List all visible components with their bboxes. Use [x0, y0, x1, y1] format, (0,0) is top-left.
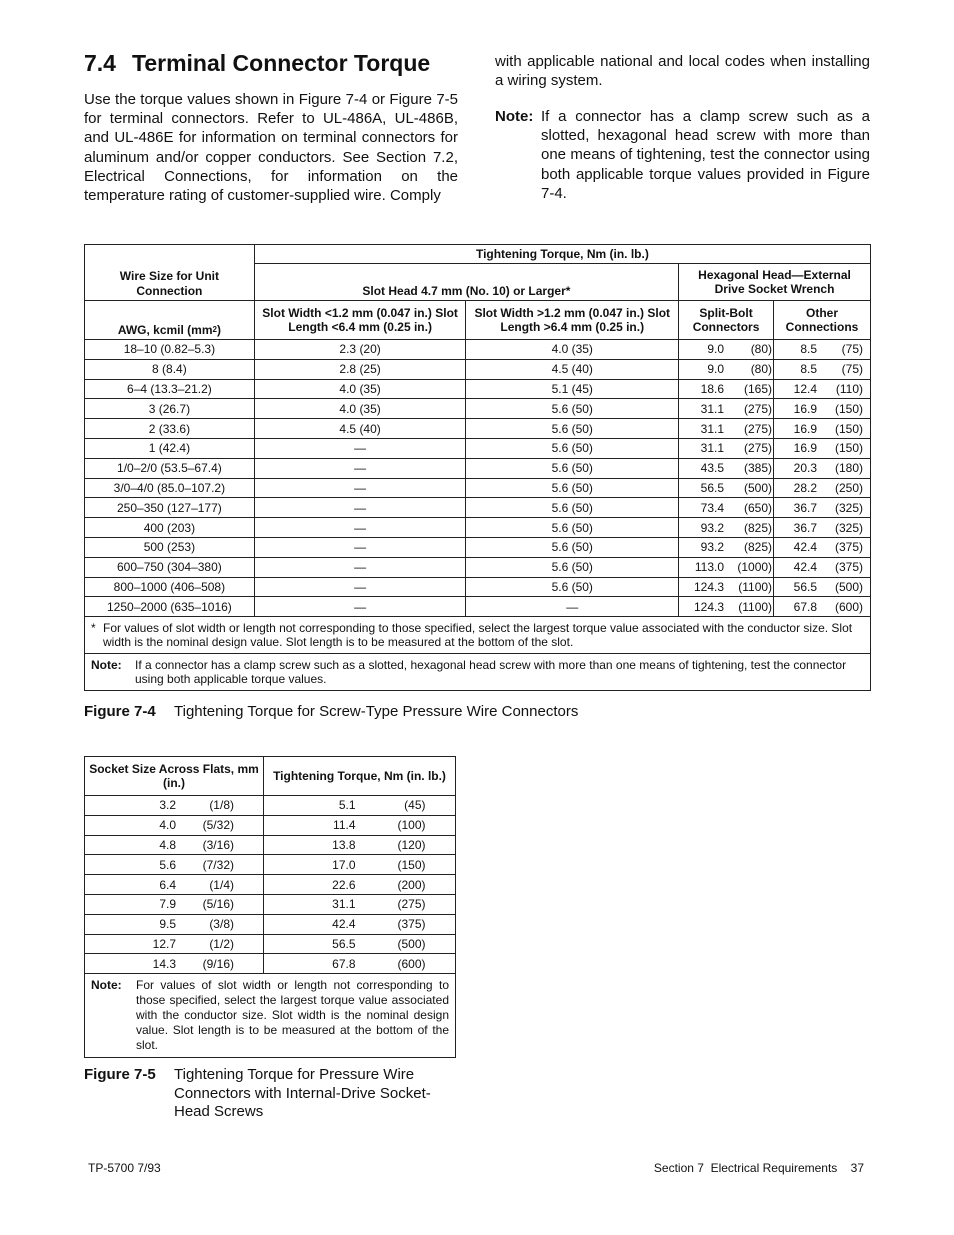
cell-slot-large: 5.6 (50) — [466, 518, 679, 538]
value-imperial: (7/32) — [202, 857, 234, 872]
cell-slot-large: 5.1 (45) — [466, 379, 679, 399]
value-in-lb: (80) — [750, 342, 773, 357]
table-row — [85, 855, 456, 875]
cell-slot-large: 5.6 (50) — [466, 498, 679, 518]
cell-wire-size: 400 (203) — [85, 518, 255, 538]
cell-slot-small: — — [254, 458, 466, 478]
header-tightening-torque: Tightening Torque, Nm (in. lb.) — [254, 245, 870, 264]
cell-slot-large: 5.6 (50) — [466, 478, 679, 498]
value-metric: 14.3 — [152, 956, 176, 971]
cell-slot-small: — — [254, 577, 466, 597]
note-label: Note: — [495, 108, 534, 125]
intro-paragraph: Use the torque values shown in Figure 7-4 or Figure 7-5 for terminal connectors. Refer to UL-486A, UL-486B, and UL-486E for information on terminal connectors for aluminum and/or copper conductors. See Section 7.2, Electrical Connections, for information on the temperature rating of customer-supplied wire. Comply — [84, 91, 458, 205]
value-metric: 42.4 — [332, 917, 356, 932]
cell-wire-size: 1250–2000 (635–1016) — [85, 597, 255, 617]
section-heading: Terminal Connector Torque — [132, 50, 431, 76]
cell-slot-large: — — [466, 597, 679, 617]
cell-split-bolt — [679, 438, 774, 458]
cell-split-bolt — [679, 458, 774, 478]
cell-slot-small: — — [254, 537, 466, 557]
cell-split-bolt — [679, 478, 774, 498]
value-metric: 31.1 — [332, 897, 356, 912]
header-hex-head: Hexagonal Head—External Drive Socket Wrench — [679, 264, 871, 301]
value-in-lb: (650) — [744, 500, 773, 515]
value-in-lb: (180) — [834, 461, 863, 476]
cell-wire-size: 3/0–4/0 (85.0–107.2) — [85, 478, 255, 498]
table-row — [85, 478, 871, 498]
cell-other — [774, 359, 871, 379]
value-nm: 43.5 — [700, 461, 725, 476]
header-other-connections: Other Connections — [774, 301, 871, 340]
table1-note-text: If a connector has a clamp screw such as a slotted, hexagonal head screw with more than one means of tightening, test the connector using both applicable torque values. — [135, 658, 847, 687]
value-in-lb: (500) — [744, 480, 773, 495]
cell-slot-small: — — [254, 518, 466, 538]
cell-other — [774, 340, 871, 360]
value-imperial: (45) — [404, 798, 426, 813]
value-nm: 8.5 — [800, 362, 817, 377]
cell-torque — [264, 815, 456, 835]
value-imperial: (5/32) — [202, 818, 234, 833]
table-row — [85, 796, 456, 816]
value-imperial: (5/16) — [202, 897, 234, 912]
cell-torque — [264, 934, 456, 954]
value-metric: 4.0 — [159, 818, 176, 833]
value-metric: 22.6 — [332, 877, 356, 892]
value-metric: 5.6 — [159, 857, 176, 872]
cell-torque — [264, 894, 456, 914]
value-in-lb: (1100) — [738, 579, 773, 594]
footnote-text: For values of slot width or length not corresponding to those specified, select the largest torque value associated with the conductor size. Slot width is the nominal design value. Slot length is to be measured at the bottom of the slot. — [103, 621, 853, 650]
figure-7-5-caption — [84, 1066, 444, 1122]
table-row — [85, 914, 456, 934]
header-wire-size: Wire Size for Unit Connection — [85, 245, 255, 301]
value-nm: 16.9 — [793, 421, 817, 436]
value-in-lb: (600) — [834, 599, 863, 614]
cell-wire-size: 6–4 (13.3–21.2) — [85, 379, 255, 399]
cell-other — [774, 399, 871, 419]
cell-slot-small: 2.3 (20) — [254, 340, 466, 360]
cell-other — [774, 557, 871, 577]
cell-slot-small: — — [254, 557, 466, 577]
header-slot-small: Slot Width <1.2 mm (0.047 in.) Slot Length <6.4 mm (0.25 in.) — [254, 301, 466, 340]
value-metric: 4.8 — [159, 837, 176, 852]
value-in-lb: (150) — [834, 401, 863, 416]
value-in-lb: (250) — [834, 480, 863, 495]
cell-split-bolt — [679, 537, 774, 557]
value-in-lb: (75) — [841, 342, 863, 357]
value-in-lb: (275) — [744, 441, 773, 456]
cell-other — [774, 597, 871, 617]
cell-split-bolt — [679, 359, 774, 379]
table-row — [85, 458, 871, 478]
value-imperial: (100) — [397, 818, 426, 833]
cell-socket-size — [85, 796, 264, 816]
torque-table-screw-type — [84, 244, 871, 691]
cell-split-bolt — [679, 518, 774, 538]
table-row — [85, 835, 456, 855]
value-in-lb: (150) — [834, 421, 863, 436]
figure-label: Figure 7-5 — [84, 1066, 156, 1083]
note-block — [495, 107, 870, 203]
cell-slot-large: 5.6 (50) — [466, 419, 679, 439]
table-row — [85, 518, 871, 538]
header-socket-size: Socket Size Across Flats, mm (in.) — [85, 757, 264, 796]
footer-doc-id: TP-5700 7/93 — [88, 1161, 161, 1175]
value-in-lb: (165) — [744, 381, 773, 396]
value-nm: 16.9 — [793, 441, 817, 456]
cell-socket-size — [85, 894, 264, 914]
value-nm: 124.3 — [694, 579, 725, 594]
cell-split-bolt — [679, 379, 774, 399]
table-row — [85, 875, 456, 895]
cell-slot-small: 4.0 (35) — [254, 399, 466, 419]
table-row — [85, 577, 871, 597]
cell-other — [774, 419, 871, 439]
table-row — [85, 438, 871, 458]
table-row — [85, 340, 871, 360]
value-nm: 36.7 — [793, 500, 817, 515]
value-in-lb: (375) — [834, 560, 863, 575]
cell-slot-large: 5.6 (50) — [466, 438, 679, 458]
value-metric: 13.8 — [332, 837, 356, 852]
table-row — [85, 934, 456, 954]
cell-slot-large: 4.5 (40) — [466, 359, 679, 379]
cell-socket-size — [85, 815, 264, 835]
footer-section-page: Section 7 Electrical Requirements 37 — [653, 1161, 864, 1175]
table-row — [85, 597, 871, 617]
cell-torque — [264, 855, 456, 875]
value-metric: 56.5 — [332, 936, 356, 951]
value-metric: 67.8 — [332, 956, 356, 971]
cell-socket-size — [85, 934, 264, 954]
cell-slot-small: 4.5 (40) — [254, 419, 466, 439]
value-metric: 11.4 — [333, 818, 356, 833]
cell-split-bolt — [679, 577, 774, 597]
value-in-lb: (325) — [834, 520, 863, 535]
table-row — [85, 954, 456, 974]
cell-slot-small: — — [254, 498, 466, 518]
value-nm: 93.2 — [700, 520, 725, 535]
value-metric: 5.1 — [338, 798, 356, 813]
table1-note-label: Note: — [91, 658, 122, 673]
cell-slot-small: 4.0 (35) — [254, 379, 466, 399]
value-imperial: (1/2) — [209, 936, 234, 951]
cell-wire-size: 500 (253) — [85, 537, 255, 557]
value-nm: 8.5 — [800, 342, 817, 357]
cell-wire-size: 1 (42.4) — [85, 438, 255, 458]
table-row — [85, 894, 456, 914]
value-in-lb: (1000) — [737, 560, 773, 575]
cell-slot-small: — — [254, 438, 466, 458]
cell-split-bolt — [679, 597, 774, 617]
value-in-lb: (825) — [744, 520, 773, 535]
cell-wire-size: 3 (26.7) — [85, 399, 255, 419]
cell-split-bolt — [679, 399, 774, 419]
value-metric: 9.5 — [159, 917, 176, 932]
value-imperial: (9/16) — [202, 956, 234, 971]
header-awg: AWG, kcmil $(mm^2)$ — [85, 301, 255, 340]
cell-wire-size: 18–10 (0.82–5.3) — [85, 340, 255, 360]
cell-socket-size — [85, 875, 264, 895]
cell-socket-size — [85, 855, 264, 875]
figure-label: Figure 7-4 — [84, 703, 156, 720]
cell-wire-size: 250–350 (127–177) — [85, 498, 255, 518]
footnote-mark: * — [91, 621, 96, 636]
cell-wire-size: 2 (33.6) — [85, 419, 255, 439]
table-row — [85, 399, 871, 419]
value-nm: 93.2 — [700, 540, 725, 555]
value-imperial: (275) — [397, 897, 426, 912]
value-imperial: (3/16) — [202, 837, 234, 852]
value-nm: 73.4 — [700, 500, 725, 515]
value-imperial: (200) — [397, 877, 426, 892]
continuation-paragraph: with applicable national and local codes when installing a wiring system. — [495, 53, 870, 90]
table-row — [85, 537, 871, 557]
header-tightening-torque-2: Tightening Torque, Nm (in. lb.) — [264, 757, 456, 796]
value-in-lb: (385) — [744, 461, 773, 476]
header-slot-head: Slot Head 4.7 mm (No. 10) or Larger* — [254, 264, 678, 301]
value-imperial: (120) — [397, 837, 426, 852]
value-in-lb: (275) — [744, 421, 773, 436]
cell-socket-size — [85, 954, 264, 974]
value-in-lb: (1100) — [738, 599, 773, 614]
cell-slot-small: 2.8 (25) — [254, 359, 466, 379]
value-metric: 7.9 — [159, 897, 176, 912]
cell-slot-large: 5.6 (50) — [466, 537, 679, 557]
table-row — [85, 419, 871, 439]
value-nm: 113.0 — [694, 560, 725, 575]
section-number: 7.4 — [84, 50, 116, 76]
torque-table-socket-head — [84, 756, 456, 1058]
cell-split-bolt — [679, 419, 774, 439]
value-imperial: (375) — [397, 917, 426, 932]
table1-footnote — [85, 617, 871, 654]
cell-slot-large: 5.6 (50) — [466, 399, 679, 419]
value-metric: 17.0 — [332, 857, 356, 872]
cell-wire-size: 600–750 (304–380) — [85, 557, 255, 577]
value-nm: 42.4 — [793, 560, 817, 575]
cell-other — [774, 537, 871, 557]
value-in-lb: (150) — [834, 441, 863, 456]
value-nm: 12.4 — [793, 381, 817, 396]
value-imperial: (1/8) — [209, 798, 234, 813]
cell-slot-large: 5.6 (50) — [466, 577, 679, 597]
header-slot-large: Slot Width >1.2 mm (0.047 in.) Slot Length >6.4 mm (0.25 in.) — [466, 301, 679, 340]
section-title — [84, 50, 430, 77]
table2-note-label: Note: — [91, 978, 122, 993]
value-nm: 31.1 — [700, 401, 725, 416]
value-nm: 56.5 — [700, 480, 725, 495]
cell-slot-small: — — [254, 597, 466, 617]
value-nm: 31.1 — [700, 441, 725, 456]
table-row — [85, 557, 871, 577]
cell-wire-size: 1/0–2/0 (53.5–67.4) — [85, 458, 255, 478]
cell-torque — [264, 796, 456, 816]
value-imperial: (600) — [397, 956, 426, 971]
cell-slot-large: 4.0 (35) — [466, 340, 679, 360]
value-metric: 12.7 — [152, 936, 176, 951]
table-row — [85, 498, 871, 518]
cell-torque — [264, 954, 456, 974]
cell-wire-size: 8 (8.4) — [85, 359, 255, 379]
table1-note — [85, 654, 871, 691]
cell-socket-size — [85, 914, 264, 934]
cell-other — [774, 577, 871, 597]
header-split-bolt: Split-Bolt Connectors — [679, 301, 774, 340]
table2-note — [85, 974, 456, 1058]
value-nm: 31.1 — [700, 421, 725, 436]
cell-torque — [264, 875, 456, 895]
figure-caption-text: Tightening Torque for Pressure Wire Connectors with Internal-Drive Socket-Head Screws — [174, 1066, 431, 1121]
cell-split-bolt — [679, 557, 774, 577]
value-nm: 36.7 — [793, 520, 817, 535]
value-nm: 9.0 — [707, 362, 725, 377]
table-row — [85, 359, 871, 379]
value-nm: 42.4 — [793, 540, 817, 555]
value-nm: 124.3 — [694, 599, 725, 614]
cell-torque — [264, 835, 456, 855]
value-in-lb: (325) — [834, 500, 863, 515]
value-metric: 3.2 — [159, 798, 176, 813]
value-in-lb: (80) — [750, 362, 773, 377]
cell-other — [774, 518, 871, 538]
value-in-lb: (825) — [744, 540, 773, 555]
value-in-lb: (110) — [835, 381, 863, 396]
value-metric: 6.4 — [159, 877, 176, 892]
cell-socket-size — [85, 835, 264, 855]
value-in-lb: (275) — [744, 401, 773, 416]
table-row — [85, 379, 871, 399]
cell-other — [774, 438, 871, 458]
cell-slot-small: — — [254, 478, 466, 498]
cell-other — [774, 498, 871, 518]
value-nm: 67.8 — [793, 599, 817, 614]
value-in-lb: (500) — [834, 579, 863, 594]
value-nm: 56.5 — [793, 579, 817, 594]
figure-7-4-caption — [84, 703, 578, 722]
value-nm: 9.0 — [707, 342, 725, 357]
value-imperial: (3/8) — [209, 917, 234, 932]
value-imperial: (1/4) — [209, 877, 234, 892]
cell-split-bolt — [679, 498, 774, 518]
cell-other — [774, 379, 871, 399]
cell-torque — [264, 914, 456, 934]
cell-wire-size: 800–1000 (406–508) — [85, 577, 255, 597]
figure-caption-text: Tightening Torque for Screw-Type Pressure Wire Connectors — [174, 703, 579, 720]
note-text: If a connector has a clamp screw such as a slotted, hexagonal head screw with more than one means of tightening, test the connector using both applicable torque values provided in Figure 7-4. — [541, 108, 870, 202]
cell-other — [774, 458, 871, 478]
cell-split-bolt — [679, 340, 774, 360]
value-imperial: (500) — [397, 936, 426, 951]
table-row — [85, 815, 456, 835]
cell-slot-large: 5.6 (50) — [466, 458, 679, 478]
value-imperial: (150) — [397, 857, 426, 872]
value-in-lb: (75) — [841, 362, 863, 377]
value-nm: 28.2 — [793, 480, 817, 495]
cell-other — [774, 478, 871, 498]
value-in-lb: (375) — [834, 540, 863, 555]
value-nm: 16.9 — [793, 401, 817, 416]
value-nm: 20.3 — [793, 461, 817, 476]
cell-slot-large: 5.6 (50) — [466, 557, 679, 577]
value-nm: 18.6 — [700, 381, 725, 396]
table2-note-text: For values of slot width or length not corresponding to those specified, select the largest torque value associated with the conductor size. Slot width is the nominal design value. Slot length is to be measured at the bottom of the slot. — [136, 978, 449, 1053]
